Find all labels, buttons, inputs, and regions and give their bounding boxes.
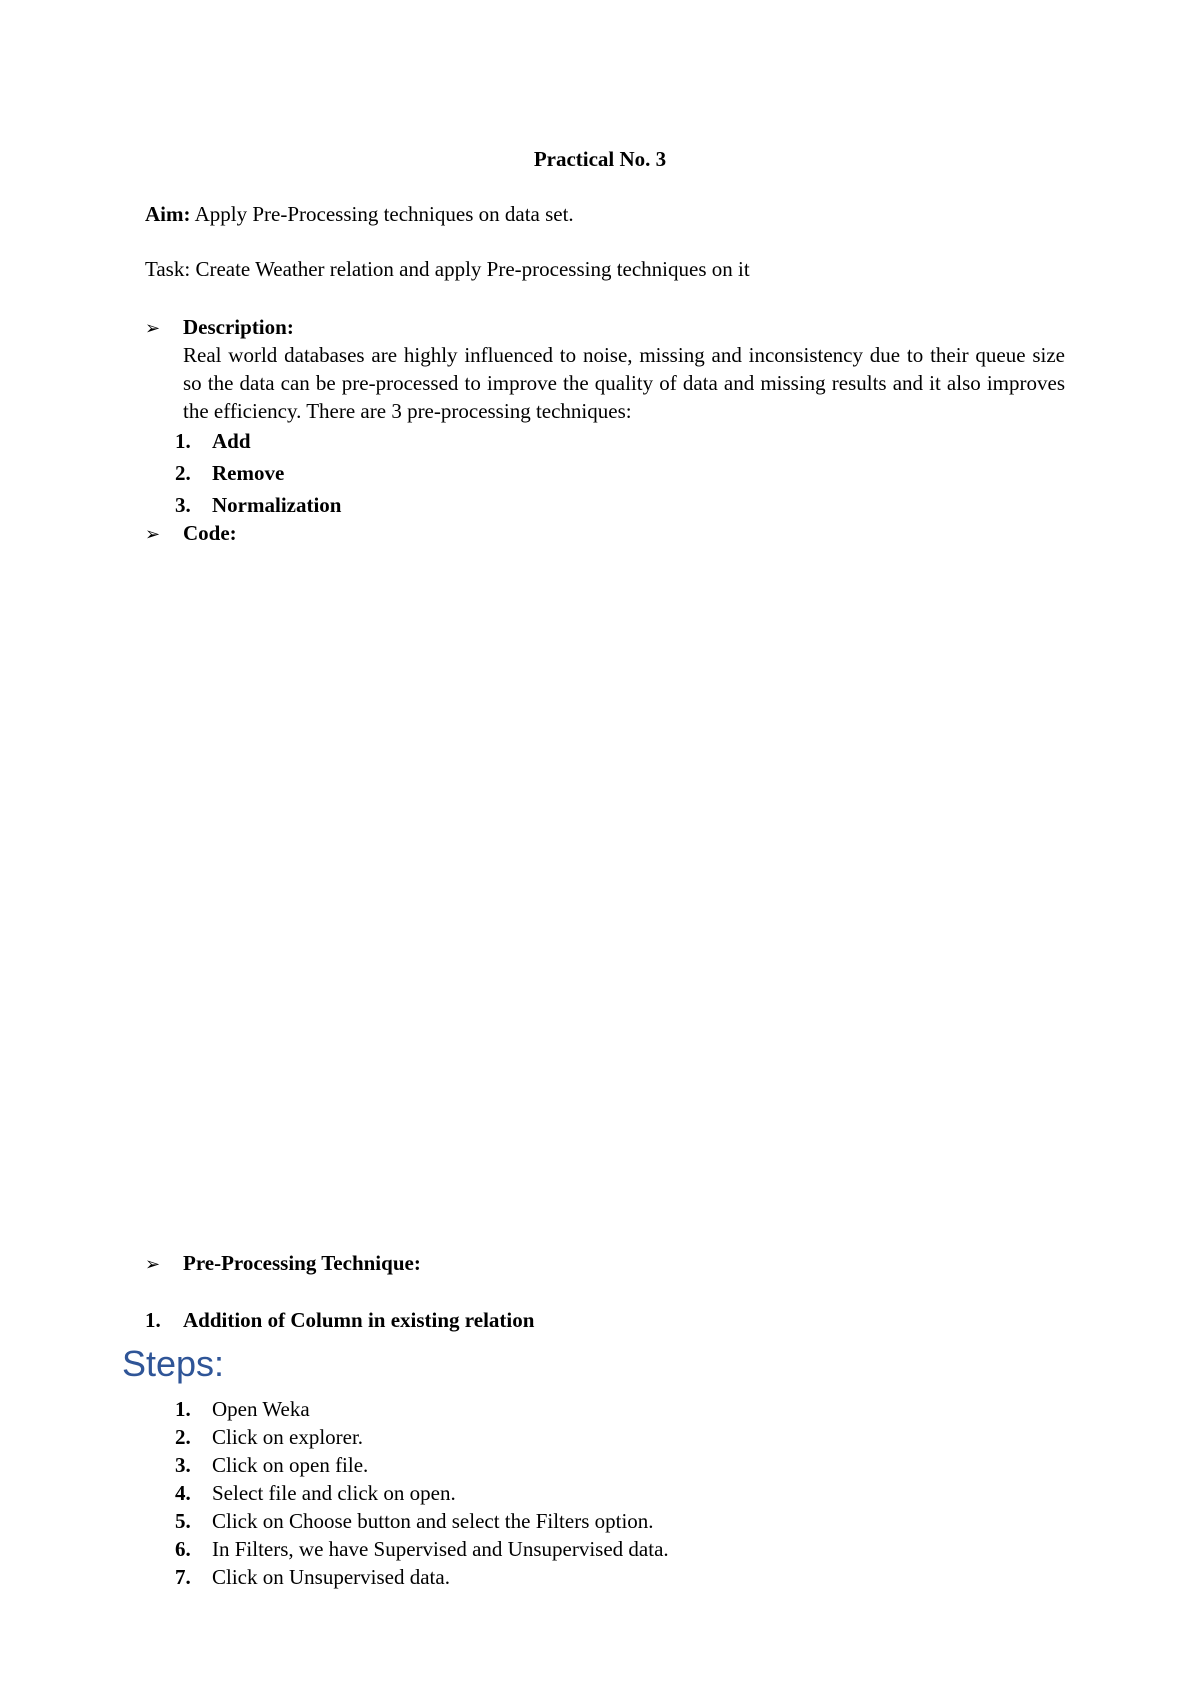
code-heading: Code: bbox=[183, 521, 237, 545]
bullet-arrow-icon: ➢ bbox=[145, 1254, 161, 1275]
steps-heading: Steps: bbox=[122, 1343, 225, 1384]
step-number: 1. bbox=[175, 1397, 191, 1421]
step-text: Select file and click on open. bbox=[212, 1481, 456, 1505]
bullet-arrow-icon: ➢ bbox=[145, 318, 161, 339]
step-number: 2. bbox=[175, 1425, 191, 1449]
technique-add: Add bbox=[212, 429, 251, 453]
aim-line bbox=[145, 202, 574, 227]
step-text: Open Weka bbox=[212, 1397, 310, 1421]
step-text: Click on explorer. bbox=[212, 1425, 364, 1449]
preprocessing-heading: Pre-Processing Technique: bbox=[183, 1251, 421, 1275]
step-text: In Filters, we have Supervised and Unsupervised data. bbox=[212, 1537, 669, 1561]
technique-normalization: Normalization bbox=[212, 493, 342, 517]
step-text: Click on open file. bbox=[212, 1453, 369, 1477]
step-text: Click on Choose button and select the Filters option. bbox=[212, 1509, 654, 1533]
addition-heading: Addition of Column in existing relation bbox=[183, 1308, 535, 1332]
technique-remove: Remove bbox=[212, 461, 285, 485]
aim-label: Aim: bbox=[145, 202, 191, 226]
page-title: Practical No. 3 bbox=[533, 147, 667, 171]
bullet-arrow-icon: ➢ bbox=[145, 524, 161, 545]
step-number: 7. bbox=[175, 1565, 191, 1589]
addition-number: 1. bbox=[145, 1308, 161, 1332]
step-number: 6. bbox=[175, 1537, 191, 1561]
description-paragraph: Real world databases are highly influenced to noise, missing and inconsistency due to their queue size so the data can be pre-processed to improve the quality of data and missing results and it also improves the efficiency. There are 3 pre-processing techniques: bbox=[183, 343, 1065, 423]
task-line: Task: Create Weather relation and apply Pre-processing techniques on it bbox=[145, 257, 750, 281]
step-text: Click on Unsupervised data. bbox=[212, 1565, 450, 1589]
step-number: 4. bbox=[175, 1481, 191, 1505]
step-number: 3. bbox=[175, 1453, 191, 1477]
technique-number: 3. bbox=[175, 493, 191, 517]
technique-number: 2. bbox=[175, 461, 191, 485]
description-heading: Description: bbox=[183, 315, 294, 339]
step-number: 5. bbox=[175, 1509, 191, 1533]
technique-number: 1. bbox=[175, 429, 191, 453]
aim-text: Apply Pre-Processing techniques on data set. bbox=[194, 202, 574, 226]
